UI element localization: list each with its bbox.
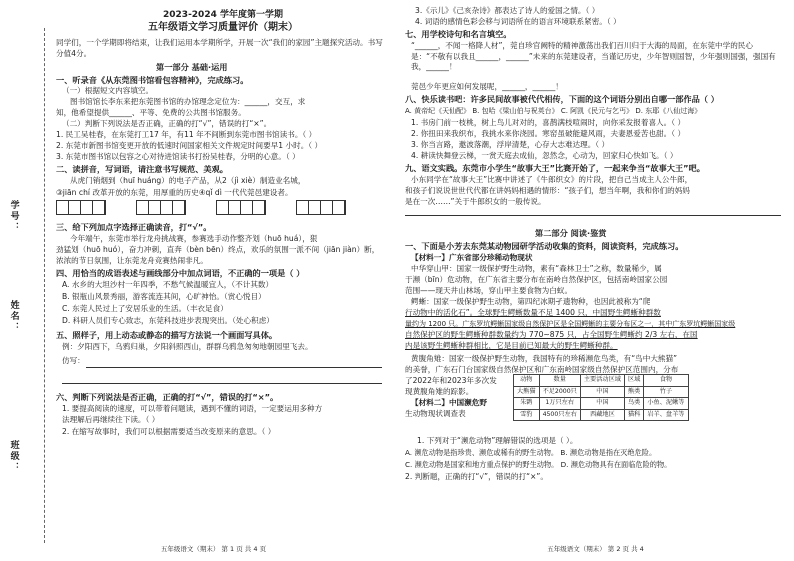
- table-header-cell: 区域: [625, 375, 644, 387]
- q10-heading: 一、下面是小芳去东莞某动物园研学活动收集的资料，阅读资料，完成练习。: [405, 241, 684, 251]
- table-cell: 雪豹: [514, 409, 540, 421]
- q9-line3: 是在一次……”关于牛郎织女的一般传说。: [405, 197, 546, 206]
- answer-line-2[interactable]: [62, 382, 382, 384]
- q3-line3: 浓浓的节日氛围，让东莞龙舟竞赛热闹非凡。: [56, 256, 208, 265]
- table-row: [514, 386, 689, 398]
- student-id-label: 学号：: [8, 200, 19, 233]
- q4-heading: 四、用恰当的成语表述与画线部分中加点词语，不正确的一项是（ ）: [56, 268, 305, 278]
- class-label: 班级：: [8, 440, 19, 473]
- material1-line9: 黄腹角雉：国家一级保护野生动物，我国特有的珍稀濒危鸟类，有“鸟中大熊猫”: [411, 354, 678, 363]
- material1-line6: 量约为 1200 只。广东罗坑鳄蜥国家级自然保护区是全国鳄蜥的主要分布区之一，其中广东罗坑鳄蜥国家级: [405, 320, 736, 328]
- part1-heading: 第一部分 基础·运用: [156, 62, 228, 72]
- material1-line4: 鳄蜥：国家一级保护野生动物，第四纪冰期孑遗物种，也因此被称为“爬: [411, 297, 651, 306]
- r-item4: 4. 词语的感情色彩会移与词语所在的语言环境联系紧密。（ ）: [415, 17, 621, 26]
- table-header-cell: 动物: [514, 375, 540, 387]
- q10-item1: 1. 下列对于“濒危动物”理解错误的选项是（ ）。: [417, 436, 578, 445]
- table-cell: 中国: [580, 386, 624, 398]
- material1-line10: 的美誉，广东石门台国家级自然保护区和广东南岭国家级自然保护区范围内，分布: [405, 365, 679, 374]
- intro-text: 同学们，一个学期即将结束，让我们运用本学期所学，开展一次“我们的家园”主题探究活动。书写分值4分。: [56, 38, 383, 58]
- q6-item2: 2. 在缩写故事时，我们可以根据需要适当改变原来的意思。（ ）: [62, 427, 276, 436]
- q2-heading: 二、读拼音，写词语，请注意书写规范、美观。: [56, 164, 228, 174]
- q2-line1: 从虎门销烟到（huī huáng）的电子产品，从2（jì xiè）制造业名城，: [70, 176, 306, 185]
- q1b-item3: 3. 东莞市图书馆以包容之心对待进馆读书打扮吴桂春，分明的心意。（ ）: [56, 152, 300, 161]
- q4-option-d: D. 科研人员们专心致志，东莞科技进步表现突出。（处心积虑）: [62, 316, 274, 325]
- answer-box-3[interactable]: [216, 200, 266, 215]
- table-cell: 西藏地区: [580, 409, 624, 421]
- table-header-cell: 主要活动区域: [580, 375, 624, 387]
- material1-heading: 【材料一】广东省部分珍稀动物现状: [411, 253, 533, 262]
- q8-item1: 1. 书房门前一枝桃，树上鸟儿对对的，喜鹊满枝喧闹时，向你采发报着喜人。（ ）: [411, 118, 686, 127]
- q7-line1: “______，不闻一格降人材”，莞自珍官阙特的精神激荡出我们百川归于大海的局面，在东莞中学的民心是：“不敬有以我且______，______”未来的东莞建设者，当谨记历史，少年智则国智，少年强则国强，强国有我，______！: [411, 41, 776, 72]
- q5-imitate-label: 仿写：: [62, 356, 85, 365]
- q1-heading: 一、听录音《从东莞图书馆看包容精神》，完成练习。: [56, 75, 249, 85]
- q9-line2: 和孩子们说说世世代代都在讲妈妈相遇的情形：“孩子们，想当年啊，我和你们的妈妈: [405, 186, 690, 195]
- exam-title: 五年级语文学习质量评价（期末）: [148, 22, 298, 33]
- exam-year: 2023-2024 学年度第一学期: [163, 10, 283, 20]
- right-page: [397, 0, 794, 561]
- q1a-line1: 图书馆馆长李东来把东莞图书馆的办馆理念定位为：______，交互，求: [70, 97, 306, 106]
- q7-line2: 莞邑少年更应如何发展呢，______，______！: [411, 82, 563, 91]
- q3-heading: 三、给下列加点字选择正确读音，打“√”。: [56, 222, 212, 232]
- answer-box-2[interactable]: [136, 200, 186, 215]
- table-cell: 大熊猫: [514, 386, 540, 398]
- right-footer: 五年级语文（期末） 第 2 页 共 4: [547, 545, 644, 554]
- answer-line-1[interactable]: [86, 366, 382, 368]
- q8-heading: 八、快乐读书吧：许多民间故事被代代相传，下面的这个词语分别出自哪一部作品（ ）: [405, 94, 719, 104]
- q3-line2: 劲猛划（huō huó），奋力冲刺，直奔（bèn bēn）终点，欢乐的氛围一派不间（jiān jiàn）断，: [56, 245, 380, 254]
- answer-box-1[interactable]: [56, 200, 106, 215]
- material1-line5: 行动物中的活化石”。全球野生鳄蜥数量不足 1400 只，中国野生鳄蜥种群数: [405, 308, 661, 317]
- q1a-line2: 知，他希望提供______、平等、免费的公共图书馆服务。: [56, 108, 246, 117]
- material1-line8: 内是该野生鳄蜥种群相比，它是目前已知最大的野生鳄蜥种群。: [405, 341, 618, 350]
- table-cell: 猫科: [625, 409, 644, 421]
- table-row: [514, 409, 689, 421]
- student-name-label: 姓名：: [8, 300, 19, 333]
- q9-line1: 小东同学在“故事大王”比赛中讲述了《牛郎织女》的片段，把自己当成主人公牛郎，: [411, 175, 693, 184]
- q8-item4: 4. 耕读快舞登云梯，一赏天庭去成仙，忽然念，心动为，回家归心快如飞。（ ）: [411, 151, 678, 160]
- q10-item2: 2. 判断题，正确的打“√”，错误的打“×”。: [405, 472, 548, 481]
- q6-item1: 1. 要提高阅读的速度，可以带着问题读，遇到不懂的词语，一定要运用多种方: [62, 404, 323, 413]
- table-cell: 不足2000只: [539, 386, 580, 398]
- material1-line1: 中华穿山甲：国家一级保护野生动物，素有“森林卫士”之称，数量稀少，属: [411, 264, 662, 273]
- endangered-animals-table: [513, 374, 689, 421]
- q9-heading: 九、语文实践。东莞市小学生“故事大王”比赛开始了，一起来争当“故事大王”吧。: [405, 163, 705, 173]
- q10-option-cd: C. 濒危动物是国家和地方重点保护的野生动物。 D. 濒危动物具有在面临危险的物。: [405, 460, 672, 469]
- material1-line7: 自然保护区的野生鳄蜥种群数量约为 770~875 只，占全国野生鳄蜥约 2/3 左右，在国: [405, 330, 698, 339]
- left-footer: 五年级语文（期末） 第 1 页 共 4 页: [160, 545, 267, 554]
- binding-dashed-line: [44, 28, 45, 543]
- q1b-item1: 1. 民工吴桂春，在东莞打工17 年，有11 年不间断到东莞市图书馆读书。（ ）: [56, 130, 317, 139]
- q1a-heading: （一）根据短文内容填空。: [62, 86, 154, 95]
- material1-line2: 于濒（bīn）危动物，在广东省主要分布在南岭自然保护区，包括南岭国家公园: [405, 275, 668, 284]
- table-cell: 1万只左右: [539, 398, 580, 410]
- material2-heading: 【材料二】中国濒危野: [411, 398, 487, 407]
- q4-option-a: A. 水乡的大坦沙村一年四季，不愁气候温暖宜人，（不计其数）: [62, 280, 274, 289]
- q10-option-ab: A. 濒危动物是指珍贵、濒危或稀有的野生动物。 B. 濒危动物是指在灭绝危险。: [405, 448, 657, 457]
- q6-heading: 六、判断下列说法是否正确，正确的打“√”，错误的打“×”。: [56, 392, 279, 402]
- q9-answer-line[interactable]: [405, 214, 781, 216]
- q2-line2: ③jiān chí 改革开放的东莞，用厚重的历史④qǐ dì 一代代莞邑建设者。: [56, 188, 293, 197]
- table-cell: 岩羊、盘羊等: [644, 409, 688, 421]
- table-cell: 熊类: [625, 386, 644, 398]
- q4-option-c: C. 东莞人民过上了安居乐业的生活。（丰衣足食）: [62, 304, 228, 313]
- table-cell: 4500只左右: [539, 409, 580, 421]
- table-cell: 中国: [580, 398, 624, 410]
- q8-options: A. 黄帝纪《天仙配》 B. 包哈《梁山伯与祝英台》 C. 阿凯《民元与乞丐》 D. 东耶《八仙过海》: [405, 107, 702, 115]
- table-cell: 朱鹮: [514, 398, 540, 410]
- q4-option-b: B. 银瓶山风景秀丽，游客流连其间，心旷神怡。（赏心悦目）: [62, 292, 266, 301]
- q5-example: 例：夕阳西下，乌鸦归巢，夕阳斜照西山，群群乌鸦急匆匆地朝园里飞去。: [62, 342, 313, 351]
- q8-item3: 3. 你当言路，邀波落潮，浮岸清楚，心存大志难达理。（ ）: [411, 140, 610, 149]
- table-row: [514, 398, 689, 410]
- r-item3: 3.《示儿》《己亥杂诗》都表达了诗人的爱国之情。（ ）: [415, 6, 600, 15]
- table-header-cell: 数量: [539, 375, 580, 387]
- answer-box-4[interactable]: [296, 200, 346, 215]
- q8-item2: 2. 你扭田来我织布，我挑水来你浇园。寒窑虽破能避风雨，夫妻恩爱苦也甜。（ ）: [411, 129, 686, 138]
- table-header-row: [514, 375, 689, 387]
- binding-margin: [0, 0, 52, 561]
- material1-line12: 现黄腹角雉的踪影。: [405, 387, 474, 396]
- material1-line3: 范围——现天井山林场，穿山甲主要食物为白蚁。: [405, 286, 573, 295]
- q6-item1-cont: 法理解后再继续往下读。（ ）: [62, 415, 160, 424]
- q5-heading: 五、照样子，用上动态或静态的描写方法说一个画面写具体。: [56, 330, 278, 340]
- table-cell: 鸟类: [625, 398, 644, 410]
- table-cell: 小鱼、泥鳅等: [644, 398, 688, 410]
- part2-heading: 第二部分 阅读·鉴赏: [535, 228, 607, 238]
- q3-line1: 今年端午，东莞市举行龙舟挑战赛，参赛选手动作整齐划（huō huá），狠: [70, 234, 318, 243]
- q1b-item2: 2. 东莞市新图书馆变更开放的低速时间国家相关文件规定时间要早1 小时。（ ）: [56, 141, 323, 150]
- material1-line11: 了2022年和2023年多次发: [405, 376, 497, 385]
- table-cell: 竹子: [644, 386, 688, 398]
- q1b-heading: （二）判断下列说法是否正确，正确的打“√”，错误的打“×”。: [62, 119, 272, 128]
- table-header-cell: 食物: [644, 375, 688, 387]
- material2-heading-cont: 生动物现状调查表: [405, 409, 466, 418]
- q7-heading: 七、用学校诗句和名言填空。: [405, 29, 512, 39]
